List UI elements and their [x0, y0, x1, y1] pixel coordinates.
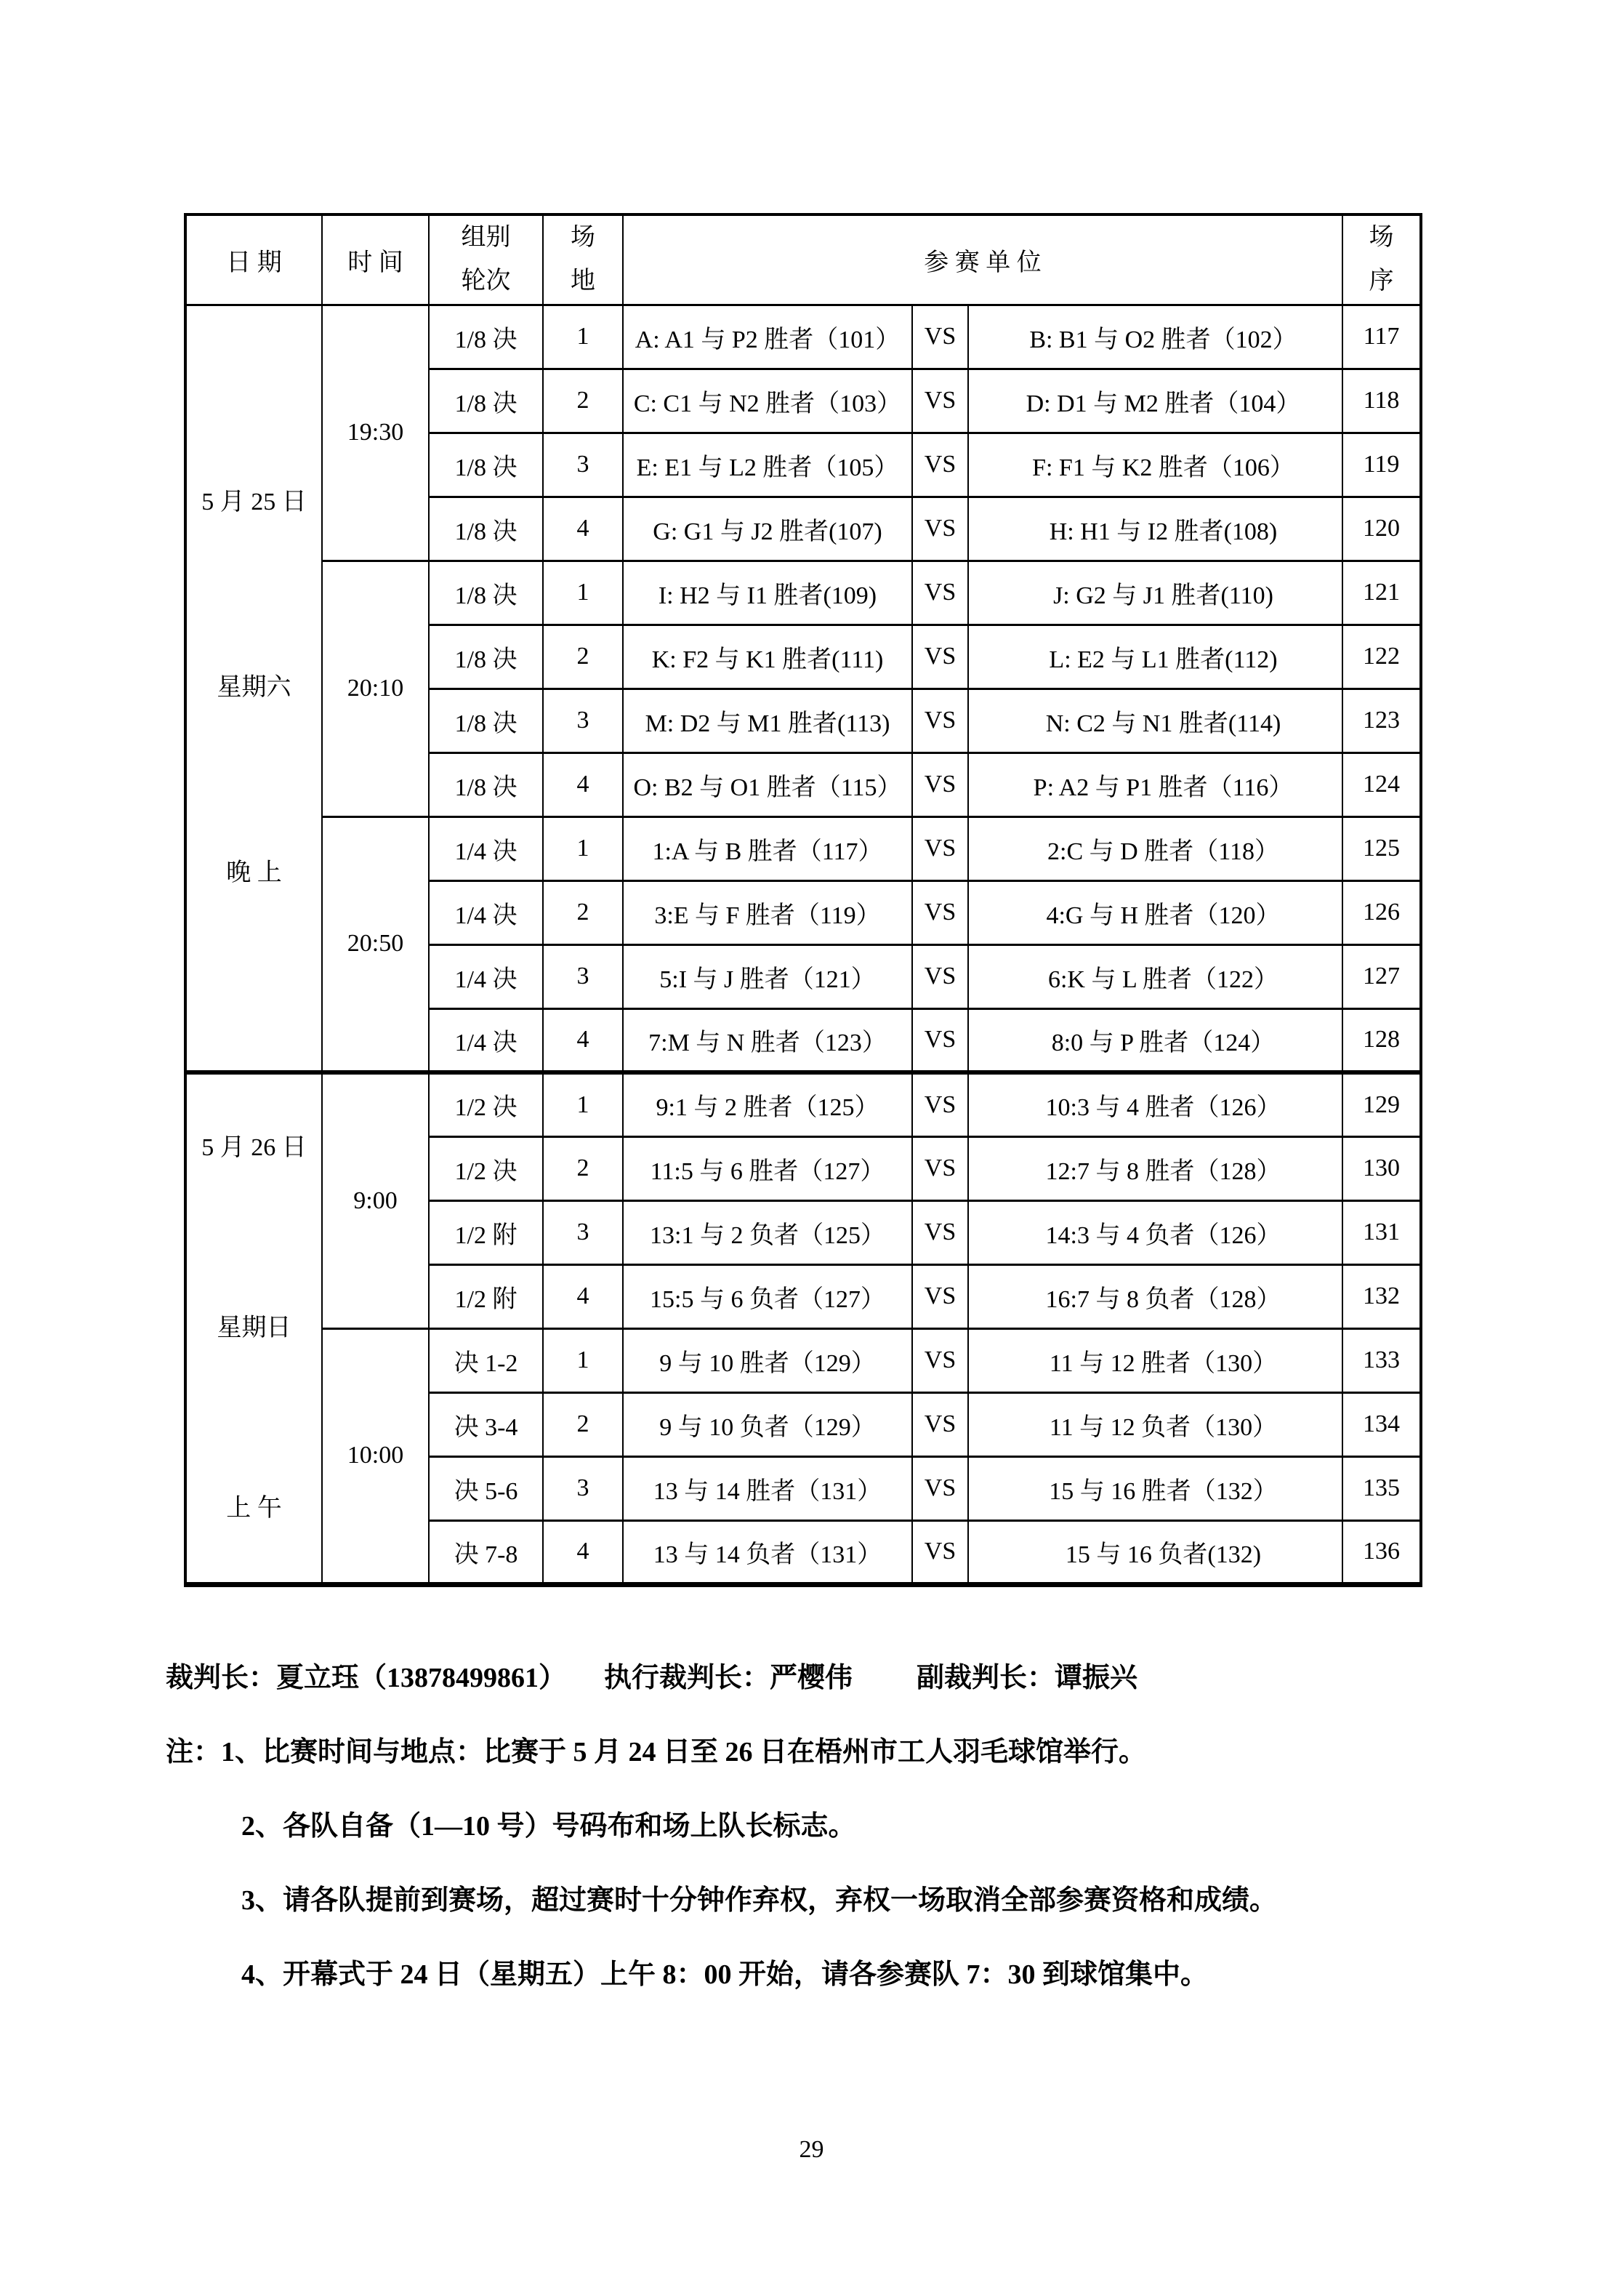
vs-cell: VS — [912, 497, 968, 561]
time-cell — [322, 816, 429, 1072]
round-cell: 决 3-4 — [429, 1392, 543, 1456]
time-text: 20:10 — [347, 675, 404, 702]
deputy-referee-text: 副裁判长：谭振兴 — [917, 1663, 1138, 1693]
officials-line — [166, 1661, 1496, 1695]
header-court-line1: 场 — [571, 224, 595, 252]
time-text: 20:50 — [347, 930, 404, 958]
court-cell: 3 — [543, 689, 623, 752]
date-text: 5 月 25 日 — [201, 489, 307, 516]
header-court — [543, 214, 623, 305]
right-team-cell: F: F1 与 K2 胜者（106） — [968, 433, 1342, 497]
left-team-cell: G: G1 与 J2 胜者(107) — [623, 497, 912, 561]
court-cell: 3 — [543, 1200, 623, 1264]
right-team-cell: L: E2 与 L1 胜者(112) — [968, 625, 1342, 689]
left-team-cell: K: F2 与 K1 胜者(111) — [623, 625, 912, 689]
round-cell: 1/4 决 — [429, 944, 543, 1008]
daypart-text: 上 午 — [226, 1494, 282, 1522]
note-2: 2、各队自备（1—10 号）号码布和场上队长标志。 — [241, 1811, 856, 1842]
court-cell: 1 — [543, 1328, 623, 1392]
table-row — [185, 1072, 1421, 1136]
sequence-cell: 130 — [1342, 1136, 1421, 1200]
sequence-cell: 120 — [1342, 497, 1421, 561]
header-round-line2: 轮次 — [461, 268, 511, 295]
sequence-cell: 127 — [1342, 944, 1421, 1008]
vs-cell: VS — [912, 1200, 968, 1264]
right-team-cell: 6:K 与 L 胜者（122） — [968, 944, 1342, 1008]
time-cell — [322, 305, 429, 561]
vs-cell: VS — [912, 305, 968, 369]
left-team-cell: 5:I 与 J 胜者（121） — [623, 944, 912, 1008]
vs-cell: VS — [912, 1072, 968, 1136]
left-team-cell: 13 与 14 胜者（131） — [623, 1456, 912, 1520]
left-team-cell: A: A1 与 P2 胜者（101） — [623, 305, 912, 369]
header-participants — [623, 214, 1342, 305]
match-schedule-table — [184, 213, 1422, 1587]
right-team-cell: J: G2 与 J1 胜者(110) — [968, 561, 1342, 625]
court-cell: 2 — [543, 369, 623, 433]
header-round — [429, 214, 543, 305]
left-team-cell: 9:1 与 2 胜者（125） — [623, 1072, 912, 1136]
sequence-cell: 132 — [1342, 1264, 1421, 1328]
left-team-cell: 9 与 10 负者（129） — [623, 1392, 912, 1456]
vs-cell: VS — [912, 816, 968, 880]
left-team-cell: C: C1 与 N2 胜者（103） — [623, 369, 912, 433]
header-time — [322, 214, 429, 305]
court-cell: 1 — [543, 561, 623, 625]
left-team-cell: M: D2 与 M1 胜者(113) — [623, 689, 912, 752]
sequence-cell: 117 — [1342, 305, 1421, 369]
right-team-cell: 15 与 16 负者(132) — [968, 1520, 1342, 1584]
time-cell — [322, 1328, 429, 1584]
round-cell: 1/8 决 — [429, 433, 543, 497]
note-1: 注：1、比赛时间与地点：比赛于 5 月 24 日至 26 日在梧州市工人羽毛球馆举行。 — [166, 1737, 1147, 1767]
sequence-cell: 122 — [1342, 625, 1421, 689]
header-participants-label: 参 赛 单 位 — [924, 249, 1042, 276]
vs-cell: VS — [912, 880, 968, 944]
page-number: 29 — [799, 2136, 824, 2163]
court-cell: 2 — [543, 880, 623, 944]
header-date-label: 日 期 — [226, 249, 282, 276]
round-cell: 1/2 附 — [429, 1200, 543, 1264]
time-cell — [322, 561, 429, 816]
vs-cell: VS — [912, 433, 968, 497]
header-round-line1: 组别 — [461, 224, 511, 252]
sequence-cell: 135 — [1342, 1456, 1421, 1520]
weekday-text: 星期六 — [217, 674, 291, 702]
right-team-cell: D: D1 与 M2 胜者（104） — [968, 369, 1342, 433]
court-cell: 2 — [543, 1392, 623, 1456]
vs-cell: VS — [912, 561, 968, 625]
right-team-cell: 14:3 与 4 负者（126） — [968, 1200, 1342, 1264]
vs-cell: VS — [912, 1136, 968, 1200]
sequence-cell: 124 — [1342, 752, 1421, 816]
court-cell: 4 — [543, 497, 623, 561]
vs-cell: VS — [912, 1520, 968, 1584]
round-cell: 1/8 决 — [429, 305, 543, 369]
vs-cell: VS — [912, 689, 968, 752]
right-team-cell: H: H1 与 I2 胜者(108) — [968, 497, 1342, 561]
time-cell — [322, 1072, 429, 1328]
left-team-cell: 1:A 与 B 胜者（117） — [623, 816, 912, 880]
right-team-cell: 16:7 与 8 负者（128） — [968, 1264, 1342, 1328]
round-cell: 1/8 决 — [429, 497, 543, 561]
right-team-cell: 8:0 与 P 胜者（124） — [968, 1008, 1342, 1072]
round-cell: 1/8 决 — [429, 625, 543, 689]
sequence-cell: 128 — [1342, 1008, 1421, 1072]
court-cell: 4 — [543, 1264, 623, 1328]
court-cell: 4 — [543, 1008, 623, 1072]
date-text: 5 月 26 日 — [201, 1133, 307, 1161]
table-row — [185, 561, 1421, 625]
right-team-cell: B: B1 与 O2 胜者（102） — [968, 305, 1342, 369]
header-sequence — [1342, 214, 1421, 305]
executive-referee-text: 执行裁判长：严樱伟 — [604, 1663, 853, 1693]
sequence-cell: 133 — [1342, 1328, 1421, 1392]
round-cell: 1/4 决 — [429, 816, 543, 880]
left-team-cell: I: H2 与 I1 胜者(109) — [623, 561, 912, 625]
round-cell: 决 7-8 — [429, 1520, 543, 1584]
round-cell: 决 1-2 — [429, 1328, 543, 1392]
sequence-cell: 134 — [1342, 1392, 1421, 1456]
left-team-cell: 11:5 与 6 胜者（127） — [623, 1136, 912, 1200]
sequence-cell: 123 — [1342, 689, 1421, 752]
header-court-line2: 地 — [571, 268, 595, 295]
left-team-cell: 9 与 10 胜者（129） — [623, 1328, 912, 1392]
right-team-cell: 15 与 16 胜者（132） — [968, 1456, 1342, 1520]
vs-cell: VS — [912, 1392, 968, 1456]
round-cell: 1/8 决 — [429, 561, 543, 625]
header-seq-line2: 序 — [1369, 268, 1394, 295]
time-text: 9:00 — [353, 1187, 398, 1214]
right-team-cell: 11 与 12 胜者（130） — [968, 1328, 1342, 1392]
left-team-cell: 13:1 与 2 负者（125） — [623, 1200, 912, 1264]
court-cell: 3 — [543, 433, 623, 497]
sequence-cell: 129 — [1342, 1072, 1421, 1136]
vs-cell: VS — [912, 1328, 968, 1392]
left-team-cell: 15:5 与 6 负者（127） — [623, 1264, 912, 1328]
time-text: 19:30 — [347, 419, 404, 446]
right-team-cell: 4:G 与 H 胜者（120） — [968, 880, 1342, 944]
table-row — [185, 305, 1421, 369]
time-text: 10:00 — [347, 1442, 404, 1469]
right-team-cell: 10:3 与 4 胜者（126） — [968, 1072, 1342, 1136]
table-row — [185, 1328, 1421, 1392]
round-cell: 1/8 决 — [429, 752, 543, 816]
right-team-cell: P: A2 与 P1 胜者（116） — [968, 752, 1342, 816]
round-cell: 1/4 决 — [429, 880, 543, 944]
court-cell: 1 — [543, 816, 623, 880]
note-3: 3、请各队提前到赛场，超过赛时十分钟作弃权，弃权一场取消全部参赛资格和成绩。 — [241, 1885, 1278, 1916]
vs-cell: VS — [912, 1456, 968, 1520]
sequence-cell: 121 — [1342, 561, 1421, 625]
vs-cell: VS — [912, 1008, 968, 1072]
court-cell: 2 — [543, 1136, 623, 1200]
weekday-text: 星期日 — [217, 1314, 291, 1341]
sequence-cell: 119 — [1342, 433, 1421, 497]
header-time-label: 时 间 — [347, 249, 403, 276]
daypart-text: 晚 上 — [226, 859, 282, 887]
right-team-cell: 12:7 与 8 胜者（128） — [968, 1136, 1342, 1200]
court-cell: 4 — [543, 1520, 623, 1584]
sequence-cell: 118 — [1342, 369, 1421, 433]
left-team-cell: 13 与 14 负者（131） — [623, 1520, 912, 1584]
court-cell: 3 — [543, 944, 623, 1008]
court-cell: 3 — [543, 1456, 623, 1520]
round-cell: 1/4 决 — [429, 1008, 543, 1072]
header-date — [185, 214, 322, 305]
round-cell: 1/8 决 — [429, 689, 543, 752]
court-cell: 4 — [543, 752, 623, 816]
vs-cell: VS — [912, 369, 968, 433]
table-row — [185, 816, 1421, 880]
court-cell: 2 — [543, 625, 623, 689]
round-cell: 决 5-6 — [429, 1456, 543, 1520]
right-team-cell: 2:C 与 D 胜者（118） — [968, 816, 1342, 880]
note-4: 4、开幕式于 24 日（星期五）上午 8：00 开始，请各参赛队 7：30 到球馆集中。 — [241, 1959, 1209, 1990]
chief-referee-text: 裁判长：夏立珏（13878499861） — [166, 1663, 567, 1693]
footer-notes — [166, 1661, 1496, 2032]
sequence-cell: 126 — [1342, 880, 1421, 944]
left-team-cell: 3:E 与 F 胜者（119） — [623, 880, 912, 944]
right-team-cell: 11 与 12 负者（130） — [968, 1392, 1342, 1456]
round-cell: 1/2 决 — [429, 1136, 543, 1200]
right-team-cell: N: C2 与 N1 胜者(114) — [968, 689, 1342, 752]
vs-cell: VS — [912, 944, 968, 1008]
left-team-cell: 7:M 与 N 胜者（123） — [623, 1008, 912, 1072]
court-cell: 1 — [543, 1072, 623, 1136]
left-team-cell: E: E1 与 L2 胜者（105） — [623, 433, 912, 497]
table-header-row — [185, 214, 1421, 305]
date-cell-may26 — [185, 1072, 322, 1584]
round-cell: 1/2 决 — [429, 1072, 543, 1136]
court-cell: 1 — [543, 305, 623, 369]
left-team-cell: O: B2 与 O1 胜者（115） — [623, 752, 912, 816]
sequence-cell: 125 — [1342, 816, 1421, 880]
header-seq-line1: 场 — [1369, 224, 1394, 252]
vs-cell: VS — [912, 1264, 968, 1328]
round-cell: 1/2 附 — [429, 1264, 543, 1328]
vs-cell: VS — [912, 752, 968, 816]
round-cell: 1/8 决 — [429, 369, 543, 433]
vs-cell: VS — [912, 625, 968, 689]
date-cell-may25 — [185, 305, 322, 1072]
sequence-cell: 131 — [1342, 1200, 1421, 1264]
sequence-cell: 136 — [1342, 1520, 1421, 1584]
